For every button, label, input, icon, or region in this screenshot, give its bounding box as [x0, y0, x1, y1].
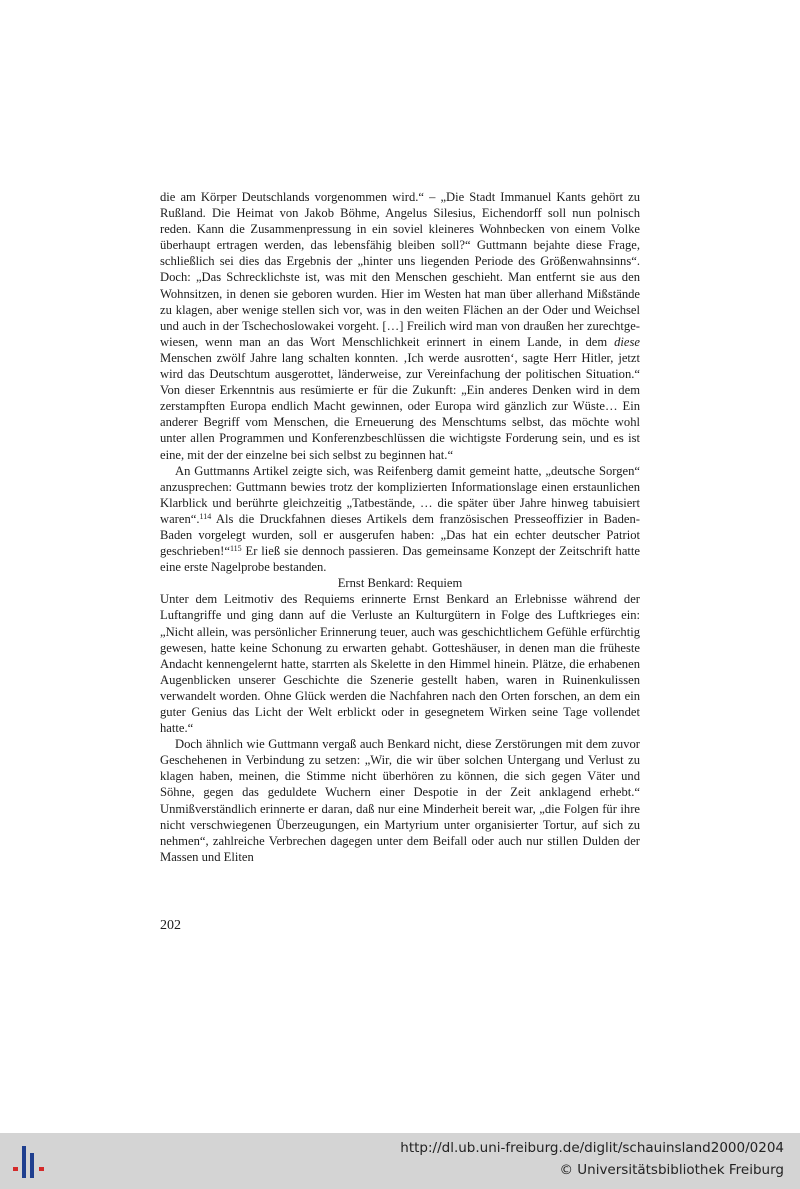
- text-run: Er ließ sie dennoch passieren. Das gemeinsame Konzept der Zeitschrift hatte eine erste Nagelprobe bestanden.: [160, 544, 640, 575]
- text-run: Unter dem Leitmotiv des Requiems erinnerte Ernst Benkard an Erlebnisse während der Luftangriffe und ging dann auf die Verluste an Kulturgütern in Folge des Luftkrieges ein: „Nicht allein, was persönlicher Erinnerung teuer, auch was geschichtlichem Gefühle erfürchtig gewesen, hatte keine Schonung zu erwarten gehabt. Gotteshäuser, in denen man die früheste Andacht kennengelernt hatte, starrten als Skelette in den Himmel hinein. Plätze, die erhabenen Augenblicken unserer Geschichte die Szenerie gestellt haben, waren in Ruinenkulissen verwandelt worden. Ohne Glück werden die Nachfahren nach den Orten forschen, an dem ein guter Genius das Licht der Welt erblickt oder in gesegnetem Wirken seine Tage vollendet hatte.“: [160, 592, 640, 736]
- body-text: [160, 189, 640, 865]
- section-heading: Ernst Benkard: Requiem: [337, 576, 463, 591]
- permalink-url[interactable]: http://dl.ub.uni-freiburg.de/diglit/schauinsland2000/0204: [400, 1140, 784, 1156]
- text-run: An Guttmanns Artikel zeigte sich, was Reifenberg damit gemeint hatte, „deutsche Sorgen“ anzusprechen: Guttmann bewies trotz der komplizierten Informationslage einen erstaunlichen Klarblick und berührte gleichzeitig „Tatbestände, … die später über Jahre hinweg tabuisiert waren“.: [160, 463, 640, 526]
- text-run: die am Körper Deutschlands vorgenommen wird.“ – „Die Stadt Immanuel Kants gehört zu Rußland. Die Heimat von Jakob Böhme, Angelus Silesius, Eichendorff soll nun polnisch reden. Kann die Zusammenpressung in ein soviel kleineres Wohnbecken von einem Volke überhaupt ertragen werden, das lebensfähig bleiben soll?“ Guttmann bejahte diese Frage, schließlich sei dies das Ergebnis der „hinter uns liegenden Periode des Größenwahnsinns“. Doch: „Das Schrecklichste ist, was mit den Menschen geschieht. Man entfernt sie aus den Wohnsitzen, in denen sie geboren wurden. Hier im Westen hat man über allerhand Mißstände zu klagen, aber wenige stellen sich vor, was in den weiten Flächen an der Oder und Weichsel und auch in der Tschechoslowakei vorgeht. […] Freilich wird man von draußen her zurechtgewiesen, wenn man an das Wort Menschlichkeit erinnert in einem Lande, in dem: [160, 190, 640, 349]
- footnote-ref: 114: [199, 511, 212, 521]
- paragraph: [160, 463, 640, 576]
- emphasis-text: diese: [614, 334, 640, 349]
- copyright-text: © Universitätsbibliothek Freiburg: [559, 1162, 784, 1178]
- page-number: 202: [160, 918, 181, 933]
- footnote-ref: 115: [229, 544, 242, 554]
- text-run: Doch ähnlich wie Guttmann vergaß auch Benkard nicht, diese Zerstörungen mit dem zuvor Geschehenen in Verbindung zu setzen: „Wir, die wir über solchen Untergang und Verlust zu klagen haben, meinen, die Stimme nicht überhören zu können, die sich gegen Väter und Söhne, gegen das geduldete Wuchern einer Despotie in der Zeit anklagend erhebt.“ Unmißverständlich erinnerte er daran, daß nur eine Minderheit bereit war, „die Folgen für ihre nicht verschwiegenen Überzeugungen, ein Martyrium unter organisierter Tortur, auf sich zu nehmen“, zahlreiche Verbrechen dagegen unter dem Beifall oder auch nur stillen Dulden der Massen und Eliten: [160, 737, 640, 864]
- footer-bar: [0, 1133, 800, 1189]
- paragraphs-after-heading: [160, 591, 640, 865]
- paragraph: [160, 189, 640, 463]
- paragraph: [160, 591, 640, 736]
- text-run: Menschen zwölf Jahre lang schalten konnten. ‚Ich werde ausrotten‘, sagte Herr Hitler, jetzt wird das Deutschtum ausgerottet, länderweise, zur Vereinfachung der politischen Situation.“ Von dieser Erkenntnis aus resümierte er für die Zukunft: „Ein anderes Denken wird in dem zerstampften Europa endlich Macht gewinnen, oder Europa wird gänzlich zur Wüste… Ein anderer Begriff vom Menschen, die Erneuerung des Menschtums selbst, das möchte wohl unter allen Programmen und Konferenzbeschlüssen die wichtigste Forderung sein, und es ist eine, mit der der einzelne bei sich selbst zu beginnen hat.“: [160, 350, 640, 462]
- ub-freiburg-logo-icon: [10, 1141, 52, 1183]
- paragraphs-before-heading: [160, 189, 640, 575]
- text-run: Als die Druckfahnen dieses Artikels dem französischen Presseoffizier in Baden-Baden vorgelegt wurden, soll er ausgerufen haben: „Das hat ein echter deutscher Patriot geschrieben!“: [160, 511, 640, 559]
- paragraph: [160, 736, 640, 865]
